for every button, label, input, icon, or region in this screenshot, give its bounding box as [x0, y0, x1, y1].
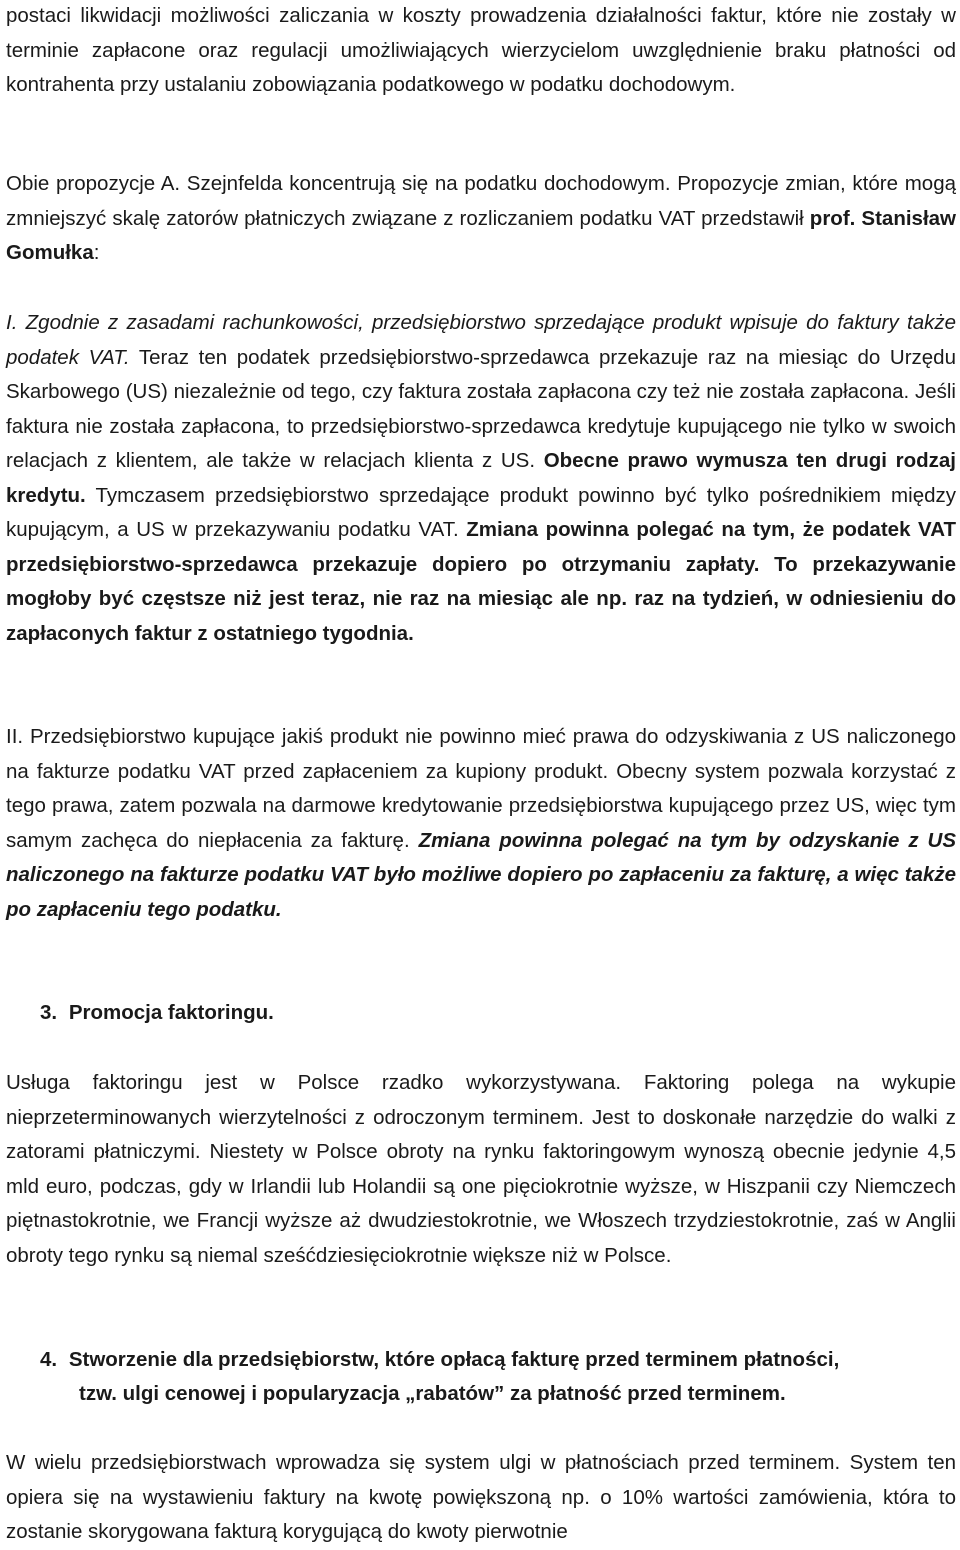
section-title-line-2: tzw. ulgi cenowej i popularyzacja „rabatów” za płatność przed terminem.: [79, 1382, 786, 1405]
paragraph-proposals-text: Obie propozycje A. Szejnfelda koncentrują się na podatku dochodowym. Propozycje zmian, które mogą zmniejszyć skalę zatorów płatniczych związane z rozliczaniem podatku VAT przedstawił: [6, 172, 956, 230]
paragraph-proposals: [6, 167, 956, 271]
paragraph-point-two: [6, 720, 956, 927]
point-one-meanwhile: Tymczasem przedsiębiorstwo sprzedające produkt powinno być tylko pośrednikiem między kupującym, a US w przekazywaniu podatku VAT.: [6, 483, 956, 541]
point-one-emphasis: Obecne prawo wymusza ten drugi rodzaj kredytu.: [6, 449, 956, 507]
paragraph-intro: [6, 0, 956, 103]
paragraph-factoring-text: Usługa faktoringu jest w Polsce rzadko wykorzystywana. Faktoring polega na wykupie nieprzeterminowanych wierzytelności z odroczonym terminem. Jest to doskonałe narzędzie do walki z zatorami płatniczymi. Niestety w Polsce obroty na rynku faktoringowym wynoszą obecnie jedynie 4,5 mld euro, podczas, gdy w Irlandii lub Holandii są one pięciokrotnie wyższe, w Hiszpanii czy Niemczech piętnastokrotnie, we Francji wyższe aż dwudziestokrotnie, we Włoszech trzydziestokrotnie, zaś w Anglii obroty tego rynku są niemal sześćdziesięciokrotnie większe niż w Polsce.: [6, 1071, 956, 1267]
section-title-line-1: Stworzenie dla przedsiębiorstw, które opłacą fakturę przed terminem płatności,: [68, 1348, 840, 1371]
section-heading-4-line-2: [79, 1377, 786, 1412]
section-number: 3.: [40, 1001, 58, 1024]
section-title: Promocja faktoringu.: [68, 1001, 274, 1024]
paragraph-factoring: [6, 1066, 956, 1273]
author-name: prof. Stanisław Gomułka: [6, 206, 956, 264]
point-two-change: Zmiana powinna polegać na tym by odzyskanie z US naliczonego na fakturze podatku VAT było możliwe dopiero po zapłaceniu za fakturę, a więc także po zapłaceniu tego podatku.: [6, 828, 956, 921]
section-number: 4.: [40, 1348, 58, 1371]
point-two-intro: II. Przedsiębiorstwo kupujące jakiś produkt nie powinno mieć prawa do odzyskiwania z US naliczonego na fakturze podatku VAT przed zapłaceniem za kupiony produkt.: [6, 725, 956, 783]
paragraph-proposals-colon: :: [93, 241, 100, 264]
paragraph-intro-text: postaci likwidacji możliwości zaliczania w koszty prowadzenia działalności faktur, które nie zostały w terminie zapłacone oraz regulacji umożliwiających wierzycielom uwzględnienie braku płatności od kontrahenta przy ustalaniu zobowiązania podatkowego w podatku dochodowym.: [6, 4, 956, 96]
point-one-body: Teraz ten podatek przedsiębiorstwo-sprzedawca przekazuje raz na miesiąc do Urzędu Skarbowego (US) niezależnie od tego, czy faktura została zapłacona czy też nie została zapłacona. Jeśli faktura nie została zapłacona, to przedsiębiorstwo-sprzedawca kredytuje kupującego nie tylko w swoich relacjach z klientem, ale także w relacjach klienta z US.: [6, 345, 956, 472]
section-heading-3: [40, 996, 274, 1031]
point-two-body: Obecny system pozwala korzystać z tego prawa, zatem pozwala na darmowe kredytowanie przedsiębiorstwa kupującego przez US, więc tym samym zachęca do niepłacenia za fakturę.: [6, 759, 957, 852]
paragraph-discounts-text: W wielu przedsiębiorstwach wprowadza się system ulgi w płatnościach przed terminem. System ten opiera się na wystawieniu faktury na kwotę powiększoną np. o 10% wartości zamówienia, która to zostanie skorygowana fakturą korygującą do kwoty pierwotnie: [6, 1451, 956, 1543]
point-one-intro: I. Zgodnie z zasadami rachunkowości, przedsiębiorstwo sprzedające produkt wpisuje do faktury także podatek VAT.: [6, 311, 956, 369]
section-heading-4: [40, 1343, 839, 1378]
paragraph-point-one: [6, 306, 956, 651]
paragraph-discounts: [6, 1446, 956, 1550]
point-one-change: Zmiana powinna polegać na tym, że podatek VAT przedsiębiorstwo-sprzedawca przekazuje dopiero po otrzymaniu zapłaty. To przekazywanie mogłoby być częstsze niż jest teraz, nie raz na miesiąc ale np. raz na tydzień, w odniesieniu do zapłaconych faktur z ostatniego tygodnia.: [6, 518, 957, 645]
